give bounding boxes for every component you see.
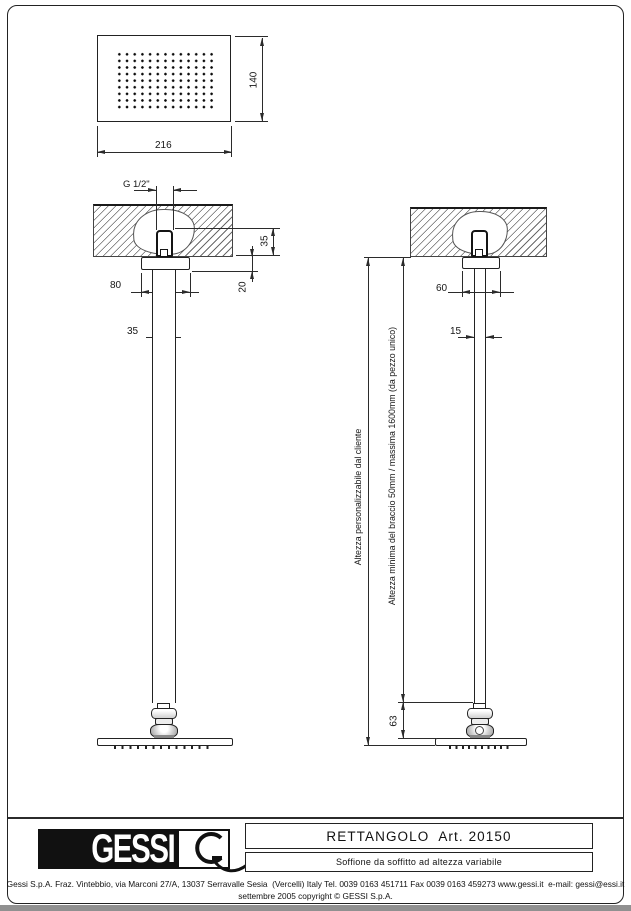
footer-divider <box>8 817 623 819</box>
nozzle-strip <box>114 746 214 749</box>
ext-line <box>364 745 435 746</box>
dim-arrow <box>141 290 149 294</box>
ceiling-flange <box>141 257 190 270</box>
note-arm-height: Altezza minima del braccio 50mm / massima 1600mm (da pezzo unico) <box>387 326 397 606</box>
ceiling-flange <box>462 257 500 269</box>
ext-line <box>398 738 436 739</box>
dim-arrow <box>366 258 370 266</box>
gessi-logo-text: GESSI <box>90 829 174 869</box>
ext-line <box>398 702 473 703</box>
copyright-line: settembre 2005 copyright © GESSI S.p.A. <box>238 891 393 901</box>
dim-label-60: 60 <box>436 283 448 294</box>
nozzle-strip <box>449 746 513 749</box>
dim-arrow <box>250 271 254 279</box>
dim-arrow <box>401 694 405 702</box>
shower-arm <box>474 269 486 703</box>
shower-arm <box>152 270 176 703</box>
note-total-height: Altezza personalizzabile dal cliente <box>353 428 363 566</box>
dim-label-15: 15 <box>450 326 462 337</box>
gessi-curl-icon <box>179 832 251 876</box>
dim-arrow <box>260 113 264 121</box>
product-title: RETTANGOLO Art. 20150 <box>326 828 512 844</box>
showerhead-front <box>97 738 233 746</box>
dim-label-80: 80 <box>110 280 122 291</box>
dim-label-63: 63 <box>388 715 400 727</box>
ext-line <box>173 186 174 230</box>
dim-arrow <box>492 290 500 294</box>
gessi-logo <box>38 829 177 869</box>
dim-arrow <box>271 247 275 255</box>
dim-line <box>97 152 232 153</box>
dim-arrow <box>462 290 470 294</box>
dim-arrow <box>401 258 405 266</box>
product-subtitle: Soffione da soffitto ad altezza variabile <box>335 857 503 867</box>
address-line: Gessi S.p.A. Fraz. Vintebbio, via Marconi 27/A, 13037 Serravalle Sesia (Vercelli) Italy Tel. 0039 0163 451711 Fax 0039 0163 459273 www.gessi.it e-mail: gessi@essi.it <box>6 879 625 889</box>
ball-sphere <box>475 726 484 735</box>
dim-label-35-depth: 35 <box>259 235 271 247</box>
sheet-border <box>7 5 624 904</box>
ext-line <box>236 255 280 256</box>
product-title-box <box>245 823 593 849</box>
ext-line <box>192 271 258 272</box>
dim-line <box>448 292 514 293</box>
dim-arrow <box>173 188 181 192</box>
dim-line-total-height <box>368 258 369 745</box>
dim-arrow <box>486 335 494 339</box>
dim-label-35-arm: 35 <box>127 326 139 337</box>
ext-line <box>156 186 157 230</box>
dim-arrow <box>401 730 405 738</box>
ext-line <box>235 36 268 37</box>
dim-arrow <box>97 150 105 154</box>
dim-arrow <box>250 249 254 257</box>
dim-label-140: 140 <box>248 71 260 89</box>
dim-arrow <box>466 335 474 339</box>
fitting-outlet <box>160 249 168 257</box>
ext-line <box>175 228 280 229</box>
dim-line <box>262 38 263 121</box>
dim-label-20: 20 <box>237 281 249 293</box>
nozzle-grid <box>114 50 214 110</box>
showerhead-side <box>435 738 527 746</box>
thread-label: G 1/2" <box>123 179 150 190</box>
dim-arrow <box>182 290 190 294</box>
fitting-outlet <box>475 249 483 257</box>
dim-arrow <box>401 702 405 710</box>
dim-label-216: 216 <box>155 140 172 151</box>
dim-line-arm-height <box>403 258 404 702</box>
dim-arrow <box>366 737 370 745</box>
product-subtitle-box <box>245 852 593 872</box>
ext-line <box>235 121 268 122</box>
ext-line <box>500 271 501 297</box>
dim-arrow <box>224 150 232 154</box>
dim-arrow <box>271 228 275 236</box>
ext-line <box>190 273 191 297</box>
scan-edge-bar <box>0 905 631 911</box>
dim-arrow <box>260 38 264 46</box>
